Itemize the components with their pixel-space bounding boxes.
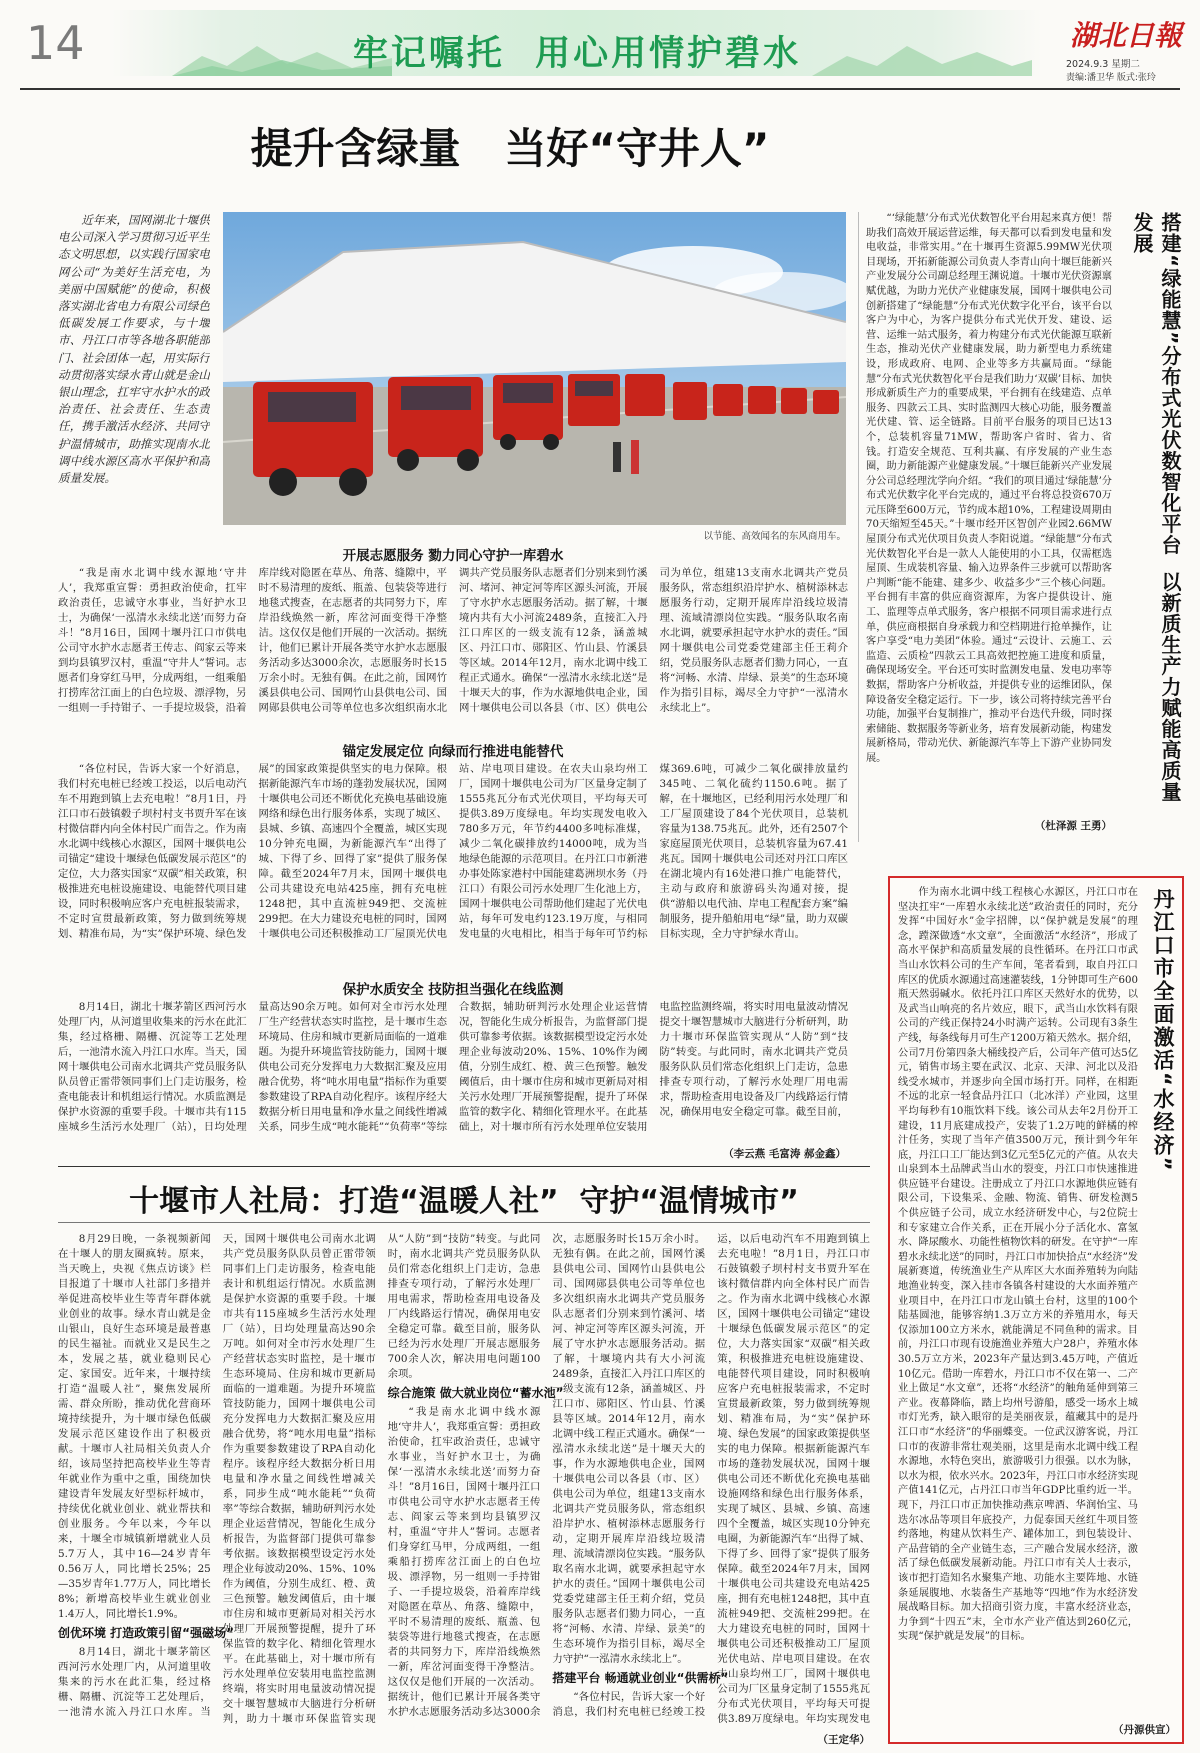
- story1-para-2: “各位村民，告诉大家一个好消息，我们村充电桩已经竣工投运，以后电动汽车不用跑到镇上去充电啦！”8月1日，丹江口市石鼓镇毂子坝村村支书贾升军在该村微信群内向全体村民广而告之。作为南水北调中线核心水源区，国网十堰供电公司锚定“建设十堰绿色低碳发展示范区”的定位，大力落实国家“双碳”相关政策，积极推进充电桩设施建设、电能替代项目建设，同时积极响应客户充电桩报装需求，不定时宣贯最新政策，努力做到统筹规划、精准布局，为“实”保护环境、绿色发展”的国家政策提供坚实的电力保障。根据新能源汽车市场的蓬勃发展状况，国网十堰供电公司还不断优化充换电基础设施网络和绿色出行服务体系，实现了城区、县城、乡镇、高速四个全覆盖，城区实现10分钟充电圈，为新能源汽车“出得了城、下得了乡、回得了家”提供了服务保障。截至2024年7月末，国网十堰供电公司共建设充电站425座，拥有充电桩1248把，其中直流桩949把、交流桩299把。在大力建设充电桩的同时，国网十堰供电公司还积极推动工厂屋顶光伏电站、岸电项目建设。在农夫山泉均州工厂，国网十堰供电公司为厂区量身定制了1555兆瓦分布式光伏项目，平均每天可提供3.89万度绿电。年均实现发电收入780多万元，年节约4400多吨标准煤，减少二氧化碳排放约14000吨，成为当地绿色能源的示范项目。在丹江口市新港办事处陈家港村中国能建葛洲坝水务（丹江口）有限公司污水处理厂生化池上方，国网十堰供电公司帮助他们建起了光伏电站，每年可发电约123.19万度，与相同发电量的火电相比，相当于每年可节约标煤369.6吨，可减少二氧化碳排放量约345吨、二氧化硫约1150.6吨。据了解，在十堰地区，已经利用污水处理厂和工厂屋顶建设了84个光伏项目，总装机容量为138.75兆瓦。此外，还有2507个家庭屋顶光伏项目，总装机容量为67.41兆瓦。国网十堰供电公司还对丹江口库区在湖北境内有16处港口推广电能替代，主动与政府和旅游码头沟通对接，提供“游船以电代油、岸电工程配套方案”编制服务，提升船舶用电“绿”量，助力双碳目标实现，全力守护绿水青山。: [58, 763, 848, 940]
- story1-subhead-1: 开展志愿服务 勠力同心守护一库碧水: [342, 548, 564, 564]
- story1-headline: 提升含绿量 当好“守井人”: [250, 124, 770, 173]
- story1-para-1: “我是南水北调中线水源地‘守井人’，我郑重宣誓：勇担政治使命，扛牢政治责任，忠诚守水事业，当好护水卫士，为确保‘一泓清水永续北送’而努力奋斗！”8月16日，国网十堰丹江口市供电公司守水护水志愿者王传志、阎家云等来到均县镇罗汉村，重温“守井人”誓词。志愿者们身穿红马甲，分成两组，一组乘船打捞库岔江面上的白色垃圾、漂浮物，另一组则一手持钳子、一手提垃圾袋，沿着库岸线对隐匿在草丛、角落、缝隙中，平时不易清理的废纸、瓶盖、包装袋等进行地毯式搜查，在志愿者的共同努力下，库岸沿线焕然一新，库岔河面变得干净整洁。这仅仅是他们开展的一次活动。据统计，他们已累计开展各类守水护水志愿服务活动多达3000余次，志愿服务时长15万余小时。无独有偶。在此之前，国网竹溪县供电公司、国网竹山县供电公司、国网郧县供电公司等单位也多次组织南水北调共产党员服务队志愿者们分别来到竹溪河、堵河、神定河等库区源头河流，开展了守水护水志愿服务活动。据了解，十堰境内共有大小河流2489条，直接汇入丹江口库区的一级支流有12条，涵盖城区、丹江口市、郧阳区、竹山县、竹溪县等区域。2014年12月，南水北调中线工程正式通水。确保“一泓清水永续北送”是十堰天大的事，作为水源地供电企业，国网十堰供电公司以各县（市、区）供电公司为单位，组建13支南水北调共产党员服务队，常态组织沿岸护水、植树添林志愿服务行动，定期开展库岸沿线垃圾清理、流域清漂岗位实践。“服务队取名南水北调，就要承担起守水护水的责任。”国网十堰供电公司党委党建部主任王莉介绍，党员服务队志愿者们勠力同心，一直将“河畅、水清、岸绿、景美”的生态环境作为指引目标，竭尽全力守护“一泓清水永续北上”。: [58, 567, 848, 714]
- story4-subhead-1: 创优环境 打造政策引留“强磁场”: [58, 1626, 234, 1640]
- masthead-rule: [20, 88, 1180, 90]
- page-number: 14: [26, 16, 85, 70]
- story1-para-3: 8月14日，湖北十堰茅箭区西河污水处理厂内，从河道里收集来的污水在此汇集，经过格栅、隔栅、沉淀等工艺处理后，一池清水流入丹江口水库。当天，国网十堰供电公司南水北调共产党员服务队队员曾正雷带领同事们上门走访服务，检查电能表计和机组运行情况。水质监测是保护水资源的重要手段。十堰市共有115座城乡生活污水处理厂（站），日均处理量高达90余万吨。如何对全市污水处理厂生产经营状态实时监控，是十堰市生态环境局、住房和城市更新局面临的一道难题。为提升环境监管技防能力，国网十堰供电公司充分发挥电力大数据汇聚及应用融合优势，将“吨水用电量”指标作为重要参数建设了RPA自动化程序。该程序经大数据分析日用电量和净水量之间线性增减关系，同步生成“吨水能耗”“负荷率”等综合数据，辅助研判污水处理企业运营情况，智能化生成分析报告，为监督部门提供可靠参考依据。该数据模型设定污水处理企业每波动20%、15%、10%作为阈值，分别生成红、橙、黄三色预警。触发阈值后，由十堰市住房和城市更新局对相关污水处理厂开展预警提醒，提升了环保监管的数字化、精细化管理水平。在此基础上，对十堰市所有污水处理单位安装用电监控监测终端，将实时用电量波动情况提交十堰智慧城市大脑进行分析研判，助力十堰市环保监管实现从“人防”到“技防”转变。与此同时，南水北调共产党员服务队队员们常态化组织上门走访，急患排查专项行动，了解污水处理厂用电需求，帮助检查用电设备及厂内线路运行情况，确保用电安全稳定可靠。截至目前，: [58, 1001, 848, 1133]
- story4-byline: （王定华）: [817, 1734, 870, 1746]
- story4-intro: 8月29日晚，一条视频新闻在十堰人的朋友圈疯转。原来，当天晚上，央视《焦点访谈》栏目报道了十堰市人社部门多措并举促进高校毕业生等青年群体就业创业的故事。绿水青山就是金山银山，良好生态环境是最普惠的民生福祉。而就业又是民生之本，发展之基，就业稳则民心定、家国安。近年来，十堰持续打造“温暖人社”，聚焦发展所需、群众所盼，推动优化营商环境持续提升，为十堰市绿色低碳发展示范区建设作出了积极贡献。十堰市人社局相关负责人介绍，该局坚持把高校毕业生等青年就业作为重中之重，围绕加快建设青年发展友好型标杆城市，持续优化就业创业、就业帮扶和创业服务。今年以来，今年以来，十堰全市城镇新增就业人员5.7万人，其中16—24岁青年0.56万人，同比增长25%；25—35岁青年1.77万人，同比增长8%；新增高校毕业生就业创业1.4万人，同比增长1.9%。: [58, 1233, 211, 1620]
- story2-byline: （杜泽源 王勇）: [1034, 820, 1112, 832]
- story3-headline: 丹江口市全面激活“水经济”: [1151, 888, 1175, 1173]
- photo-caption: 以节能、高效闻名的东风商用车。: [703, 531, 846, 542]
- masthead-slogan: 牢记嘱托 用心用情护碧水: [352, 34, 802, 74]
- story4-subhead-2: 综合施策 做大就业岗位“蓄水池”: [387, 1386, 564, 1400]
- story4-para: “各位村民，告诉大家一个好消息，我们村充电桩已经竣工投运，以后电动汽车不用跑到镇上去充电啦！”8月1日，丹江口市石鼓镇毂子坝村村支书贾升军在该村微信群内向全体村民广而告之。作为南水北调中线核心水源区，国网十堰供电公司锚定“建设十堰绿色低碳发展示范区”的定位，大力落实国家“双碳”相关政策，积极推进充电桩设施建设、电能替代项目建设，同时积极响应客户充电桩报装需求，不定时宣贯最新政策，努力做到统筹规划、精准布局，为“实”保护环境、绿色发展”的国家政策提供坚实的电力保障。根据新能源汽车市场的蓬勃发展状况，国网十堰供电公司还不断优化充换电基础设施网络和绿色出行服务体系，实现了城区、县城、乡镇、高速四个全覆盖，城区实现10分钟充电圈，为新能源汽车“出得了城、下得了乡、回得了家”提供了服务保障。截至2024年7月末，国网十堰供电公司共建设充电站425座，拥有充电桩1248把，其中直流桩949把、交流桩299把。在大力建设充电桩的同时，国网十堰供电公司还积极推动工厂屋顶光伏电站、岸电项目建设。在农夫山泉均州工厂，国网十堰供电公司为厂区量身定制了1555兆瓦分布式光伏项目，平均每天可提供3.89万度绿电。年均实现发电: [552, 1233, 870, 1725]
- column-divider: [858, 212, 859, 842]
- trucks-photo-art: [223, 212, 846, 525]
- story4-body: [58, 1232, 870, 1732]
- issue-date: 2024.9.3 星期二: [1066, 59, 1140, 70]
- story2-paragraph: “‘绿能慧’分布式光伏数智化平台用起来真方便！帮助我们高效开展运营运维，每天都可以看到发电量和发电收益，非常实用。”在十堰再生资源5.99MW光伏项目现场，开拓新能源公司负责人李青山向十堰巨能新兴产业发展分公司副总经理王渊说道。十堰市光伏资源禀赋优越，为助力光伏产业健康发展，国网十堰供电公司创新搭建了“绿能慧”分布式光伏数字化平台，该平台以客户为中心，为客户提供分布式光伏开发、建设、运营、运维一站式服务，着力构建分布式光伏能源互联新生态，推动光伏产业健康发展，助力新型电力系统建设，形成政府、电网、企业等多方共赢局面。“绿能慧”分布式光伏数智化平台是我们助力‘双碳’目标、加快形成新质生产力的重要成果，平台拥有在线建造、点单服务、四款云工具、实时监测四大核心功能，服务覆盖光伏建、管、运全链路。目前平台服务的项目已达13个，总装机容量71MW，帮助客户省时、省力、省钱。打造安全规范、互利共赢、有序发展的产业生态圈，助力新能源产业健康发展。”十堰巨能新兴产业发展分公司总经理沈学向介绍。“我们的项目通过‘绿能慧’分布式光伏数字化平台完成的，通过平台将总投资670万元压降至600万元，节约成本超10%，工程建设周期由70天缩短至45天。”十堰市经开区智创产业园2.66MW屋顶分布式光伏项目负责人李阳说道。“绿能慧”分布式光伏数智化平台是一款人人能使用的小工具，仅需框选屋顶、生成装机容量、输入边界条件三步就可以帮助客户判断“能不能建、建多少、收益多少”三个核心问题。平台拥有丰富的供应商资源库，为客户提供设计、施工、监理等点单式服务，客户根据不同项目需求进行点单，供应商根据自身承载力和空档期进行抢单操作，让客户享受“电力美团”体验。通过“云设计、云施工、云监造、云质检”四款云工具高效把控施工进度和质量，确保现场安全。平台还可实时监测发电量、发电功率等数据，帮助客户分析收益，并提供专业的运维团队，保障设备安全稳定运行。下一步，该公司将持续完善平台功能，加强平台复制推广，推动平台迭代升级，同时探索储能、数据服务等新业务，培育发展新动能，构建发展新格局，带动光伏、新能源汽车等上下游产业协同发展。: [866, 213, 1112, 764]
- paper-logo: 湖北日報: [1070, 19, 1183, 52]
- story1-section-1-text: [58, 566, 848, 736]
- story1-section-2-text: [58, 762, 848, 974]
- story3-paragraph: 作为南水北调中线工程核心水源区，丹江口市在坚决扛牢“一库碧水永续北送”政治责任的同时，充分发挥“中国好水”金字招牌，以“保护就是发展”的理念，蹚深做透“水文章”，全面激活“水经济”，形成了高水平保护和高质量发展的良性循环。在丹江口市武当山水饮料公司的生产车间，笔者看到，取自丹江口库区的优质水源通过高速灌装线，1分钟即可生产600瓶天然弱碱水。依托丹江口库区天然好水的优势，以及武当山响亮的名片效应，眼下，武当山水饮料有限公司的产线正保持24小时满产运转。公司现有3条生产线，每条线每月可生产1200万箱天然水。据介绍，公司7月份第四条大桶线投产后，公司年产值可达5亿元，销售市场主要在武汉、北京、天津、河北以及沿线受水城市，并逐步向全国市场打开。同样，在相距不远的北京一轻食品丹江口（北冰洋）产业园，这里平均每秒有10瓶饮料下线。该公司从去年2月份开工建设，11月底建成投产，安装了1.2万吨的鲜橘的榨汁任务，实现了当年产值3500万元，预计到今年年底，丹江口工厂能达到3亿元至5亿元的产值。从农夫山泉到本土品牌武当山水的裂变，丹江口市快速推进供应链平台建设。注册成立了丹江口水源地供应链有限公司，下设集采、金融、物流、销售、研发检测5个供应链子公司，成立水经济研发中心，与2位院士和专家建立合作关系，正在开展小分子活化水、富氢水、降尿酸水、功能性植物饮料的研发。在守护“一库碧水永续北送”的同时，丹江口市加快拾点“水经济”发展新赛道，传统渔业生产从库区大水面养殖转为向陆地渔业转变，深入挂市各镇各村建设的大水面养殖产业项目中，在丹江口市龙山镇土台村，这里的100个陆基圆池，能够容纳1.3万立方米的养殖用水，每天仅添加100立方米水，就能满足不同鱼种的需求。目前，丹江口市现有设施渔业养殖大户28户，养殖水体30.5万立方米，2023年产量达到3.45万吨，产值近10亿元。借助一库碧水，丹江口市不仅在第一、二产业上做足“水文章”，还将“水经济”的触角延伸到第三产业。夜幕降临，踏上均州号游船，感受一场水上城市灯光秀，缺入眼帘的是美丽夜景，蕴藏其中的是丹江口市“水经济”的华丽蝶变。一位武汉游客说，丹江口市的夜游非常壮观美丽，这里是南水北调中线工程水源地，水特色突出，旅游吸引力很强。以水为脉，以水为根，依水兴水。2023年，丹江口市水经济实现产值141亿元，占丹江口市当年GDP比重约近一半。现下，丹江口市正加快推动燕京啤酒、华润怡宝、马迭尔冰品等项目年底投产，力促泰国天丝红牛项目签约落地，构建从饮料生产、罐体加工，到包装设计、产品营销的全产业链生态，三产融合发展水经济，激活了绿色低碳发展新动能。丹江口市有关人士表示，该市把打造知名水聚集产地、功能水主要阵地、水链条延展腹地、水装备生产基地等“四地”作为水经济发展战略目标。加大招商引资力度，丰富水经济业态，力争到“十四五”末，全市水产业产值达到260亿元，实现“保护就是发展”的目标。: [898, 887, 1138, 1643]
- story1-lede: 近年来，国网湖北十堰供电公司深入学习贯彻习近平生态文明思想，以实践行国家电网公司“为美好生活充电，为美丽中国赋能”的使命，积极落实湖北省电力有限公司绿色低碳发展工作要求，与十堰市、丹江口市等各地各职能部门、社会团体一起，用实际行动贯彻落实绿水青山就是金山银山理念，扛牢守水护水的政治责任、社会责任、生态责任，携手激活水经济、共同守护温情城市，助推实现南水北调中线水源区高水平保护和高质量发展。: [58, 213, 210, 486]
- story4-para: “我是南水北调中线水源地‘守井人’，我郑重宣誓：勇担政治使命，扛牢政治责任，忠诚守水事业，当好护水卫士，为确保‘一泓清水永续北送’而努力奋斗！”8月16日，国网十堰丹江口市供电公司守水护水志愿者王传志、阎家云等来到均县镇罗汉村，重温“守井人”誓词。志愿者们身穿红马甲，分成两组，一组乘船打捞库岔江面上的白色垃圾、漂浮物，另一组则一手持钳子、一手提垃圾袋，沿着库岸线对隐匿在草丛、角落、缝隙中，平时不易清理的废纸、瓶盖、包装袋等进行地毯式搜查，在志愿者的共同努力下，库岸沿线焕然一新，库岔河面变得干净整洁。这仅仅是他们开展的一次活动。据统计，他们已累计开展各类守水护水志愿服务活动多达3000余次，志愿服务时长15万余小时。无独有偶。在此之前，国网竹溪县供电公司、国网竹山县供电公司、国网郧县供电公司等单位也多次组织南水北调共产党员服务队志愿者们分别来到竹溪河、堵河、神定河等库区源头河流，开展了守水护水志愿服务活动。据了解，十堰境内共有大小河流2489条，直接汇入丹江口库区的一级支流有12条，涵盖城区、丹江口市、郧阳区、竹山县、竹溪县等区域。2014年12月，南水北调中线工程正式通水。确保“一泓清水永续北送”是十堰天大的事，作为水源地供电企业，国网十堰供电公司以各县（市、区）供电公司为单位，组建13支南水北调共产党员服务队，常态组织沿岸护水、植树添林志愿服务行动，定期开展库岸沿线垃圾清理、流域清漂岗位实践。“服务队取名南水北调，就要承担起守水护水的责任。”国网十堰供电公司党委党建部主任王莉介绍，党员服务队志愿者们勠力同心，一直将“河畅、水清、岸绿、景美”的生态环境作为指引目标，竭尽全力守护“一泓清水永续北上”。: [387, 1233, 706, 1718]
- story2-body: [866, 212, 1112, 812]
- trucks-photo: [223, 212, 846, 525]
- masthead-banner: [112, 10, 1042, 76]
- editor-credits: 责编:潘卫华 版式:张玲: [1066, 73, 1156, 83]
- story1-byline: （李云燕 毛富涛 郝金鑫）: [723, 1148, 846, 1160]
- story2-headline: 搭建“绿能慧”分布式光伏数智化平台 以新质生产力赋能高质量发展: [1130, 212, 1182, 803]
- masthead: [0, 0, 1200, 88]
- section-rule: [58, 1166, 870, 1167]
- section-rule: [58, 1222, 870, 1223]
- story1-section-3-text: [58, 1000, 848, 1144]
- story4-para: 8月14日，湖北十堰茅箭区西河污水处理厂内，从河道里收集来的污水在此汇集，经过格栅、隔栅、沉淀等工艺处理后，一池清水流入丹江口水库。当天，国网十堰供电公司南水北调共产党员服务队队员曾正雷带领同事们上门走访服务，检查电能表计和机组运行情况。水质监测是保护水资源的重要手段。十堰市共有115座城乡生活污水处理厂（站），日均处理量高达90余万吨。如何对全市污水处理厂生产经营状态实时监控，是十堰市生态环境局、住房和城市更新局面临的一道难题。为提升环境监管技防能力，国网十堰供电公司充分发挥电力大数据汇聚及应用融合优势，将“吨水用电量”指标作为重要参数建设了RPA自动化程序。该程序经大数据分析日用电量和净水量之间线性增减关系，同步生成“吨水能耗”“负荷率”等综合数据，辅助研判污水处理企业运营情况，智能化生成分析报告，为监督部门提供可靠参考依据。该数据模型设定污水处理企业每波动20%、15%、10%作为阈值，分别生成红、橙、黄三色预警。触发阈值后，由十堰市住房和城市更新局对相关污水处理厂开展预警提醒，提升了环保监管的数字化、精细化管理水平。在此基础上，对十堰市所有污水处理单位安装用电监控监测终端，将实时用电量波动情况提交十堰智慧城市大脑进行分析研判，助力十堰市环保监管实现从“人防”到“技防”转变。与此同时，南水北调共产党员服务队队员们常态化组织上门走访，急患排查专项行动，了解污水处理厂用电需求，帮助检查用电设备及厂内线路运行情况，确保用电安全稳定可靠。截至目前，服务队已经为污水处理厂开展志愿服务700余人次，解决用电问题100余项。: [58, 1233, 541, 1725]
- story4-headline: 十堰市人社局：打造“温暖人社” 守护“温情城市”: [129, 1184, 799, 1219]
- story1-subhead-3: 保护水质安全 技防担当强化在线监测: [342, 982, 564, 998]
- story4-subhead-3: 搭建平台 畅通就业创业“供需桥”: [552, 1671, 729, 1685]
- story3-byline: （丹源供宣）: [1113, 1724, 1176, 1736]
- story1-subhead-2: 锚定发展定位 向绿而行推进电能替代: [342, 744, 564, 760]
- story3-body: [898, 886, 1138, 1716]
